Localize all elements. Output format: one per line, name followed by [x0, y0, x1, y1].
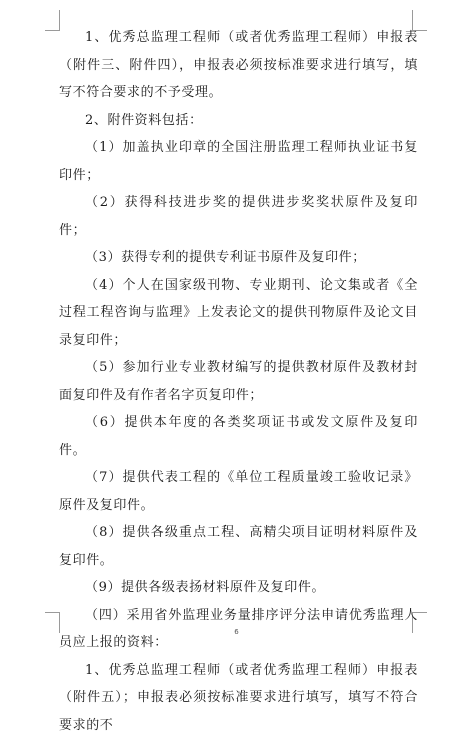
paragraph-application-form: 1、优秀总监理工程师（或者优秀监理工程师）申报表（附件三、附件四），申报表必须按标准要求进行填写，填写不符合要求的不予受理。 [59, 24, 418, 107]
paragraph-item-4: （4）个人在国家级刊物、专业期刊、论文集或者《全过程工程咨询与监理》上发表论文的提供刊物原件及论文目录复印件； [59, 272, 418, 355]
paragraph-application-form-annex-five: 1、优秀总监理工程师（或者优秀监理工程师）申报表（附件五）；申报表必须按标准要求进行填写，填写不符合要求的不 [59, 657, 418, 739]
paragraph-attachments-heading: 2、附件资料包括： [59, 107, 418, 135]
paragraph-item-2: （2）获得科技进步奖的提供进步奖奖状原件及复印件； [59, 189, 418, 244]
paragraph-item-8: （8）提供各级重点工程、高精尖项目证明材料原件及复印件。 [59, 519, 418, 574]
paragraph-item-6: （6）提供本年度的各类奖项证书或发文原件及复印件。 [59, 409, 418, 464]
paragraph-section-four: （四）采用省外监理业务量排序评分法申请优秀监理人员应上报的资料： [59, 602, 418, 657]
paragraph-item-5: （5）参加行业专业教材编写的提供教材原件及教材封面复印件及有作者名字页复印件； [59, 354, 418, 409]
crop-mark-top-left [45, 10, 60, 31]
page-number: 6 [0, 628, 473, 636]
paragraph-item-7: （7）提供代表工程的《单位工程质量竣工验收记录》原件及复印件。 [59, 464, 418, 519]
paragraph-item-9: （9）提供各级表扬材料原件及复印件。 [59, 574, 418, 602]
paragraph-item-3: （3）获得专利的提供专利证书原件及复印件； [59, 244, 418, 272]
paragraph-item-1: （1）加盖执业印章的全国注册监理工程师执业证书复印件； [59, 134, 418, 189]
